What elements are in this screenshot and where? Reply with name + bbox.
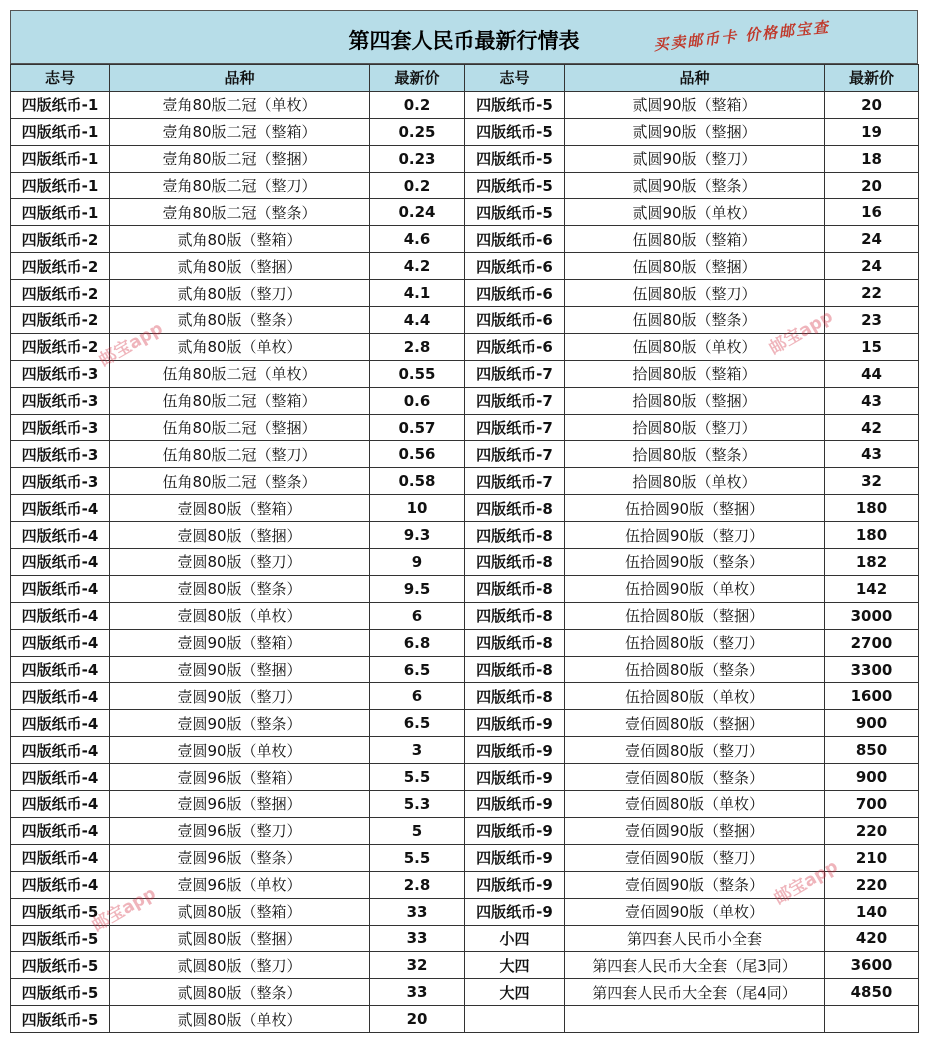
- table-row: [11, 952, 919, 979]
- cell-code: 四版纸币-4: [11, 549, 110, 576]
- cell-price: 900: [825, 764, 919, 791]
- cell-name: 壹圆80版（整条）: [110, 575, 370, 602]
- cell-code: 四版纸币-3: [11, 468, 110, 495]
- header-price: 最新价: [825, 65, 919, 92]
- cell-name: 第四套人民币小全套: [565, 925, 825, 952]
- table-row: [11, 683, 919, 710]
- cell-code: 四版纸币-9: [465, 710, 565, 737]
- slogan-stamp: 买卖邮币卡 价格邮宝查: [652, 17, 831, 55]
- table-row: [11, 441, 919, 468]
- cell-price: 9.3: [370, 522, 465, 549]
- cell-price: 4850: [825, 979, 919, 1006]
- cell-name: 壹圆96版（整条）: [110, 844, 370, 871]
- cell-code: 四版纸币-2: [11, 253, 110, 280]
- cell-price: 900: [825, 710, 919, 737]
- cell-name: 壹圆90版（整箱）: [110, 629, 370, 656]
- table-row: [11, 91, 919, 118]
- table-row: [11, 656, 919, 683]
- cell-name: 贰圆80版（整刀）: [110, 952, 370, 979]
- cell-price: 24: [825, 226, 919, 253]
- cell-name: 壹佰圆80版（整捆）: [565, 710, 825, 737]
- cell-price: 0.2: [370, 91, 465, 118]
- cell-name: 壹圆96版（整箱）: [110, 764, 370, 791]
- cell-code: 四版纸币-9: [465, 764, 565, 791]
- cell-name: 贰圆90版（整条）: [565, 172, 825, 199]
- cell-price: 24: [825, 253, 919, 280]
- cell-name: 壹圆90版（整条）: [110, 710, 370, 737]
- cell-name: 第四套人民币大全套（尾4同）: [565, 979, 825, 1006]
- cell-price: 1600: [825, 683, 919, 710]
- header-variety: 品种: [110, 65, 370, 92]
- page-title: 第四套人民币最新行情表: [348, 29, 580, 53]
- cell-name: 壹角80版二冠（整条）: [110, 199, 370, 226]
- cell-code: 四版纸币-9: [465, 817, 565, 844]
- cell-code: 四版纸币-1: [11, 145, 110, 172]
- cell-code: 四版纸币-6: [465, 280, 565, 307]
- cell-price: 3: [370, 737, 465, 764]
- cell-code: 四版纸币-4: [11, 710, 110, 737]
- cell-price: 32: [370, 952, 465, 979]
- cell-code: 四版纸币-1: [11, 172, 110, 199]
- cell-price: 4.4: [370, 307, 465, 334]
- table-row: [11, 549, 919, 576]
- cell-price: 0.24: [370, 199, 465, 226]
- cell-code: 大四: [465, 952, 565, 979]
- cell-code: 四版纸币-5: [11, 925, 110, 952]
- cell-price: 2.8: [370, 871, 465, 898]
- cell-price: 0.2: [370, 172, 465, 199]
- cell-price: 6.5: [370, 656, 465, 683]
- cell-name: 壹圆80版（整箱）: [110, 495, 370, 522]
- cell-name: 贰圆80版（整条）: [110, 979, 370, 1006]
- cell-code: 四版纸币-3: [11, 441, 110, 468]
- cell-code: 四版纸币-9: [465, 871, 565, 898]
- cell-price: 2.8: [370, 333, 465, 360]
- table-row: [11, 253, 919, 280]
- cell-name: 壹角80版二冠（单枚）: [110, 91, 370, 118]
- cell-name: 伍角80版二冠（整刀）: [110, 441, 370, 468]
- cell-price: 182: [825, 549, 919, 576]
- table-row: [11, 468, 919, 495]
- cell-name: 伍拾圆80版（单枚）: [565, 683, 825, 710]
- cell-name: 伍拾圆90版（整刀）: [565, 522, 825, 549]
- cell-code: 四版纸币-9: [465, 791, 565, 818]
- table-row: [11, 925, 919, 952]
- cell-code: 四版纸币-7: [465, 468, 565, 495]
- cell-code: 四版纸币-8: [465, 602, 565, 629]
- cell-code: 四版纸币-1: [11, 118, 110, 145]
- cell-price: 6: [370, 683, 465, 710]
- cell-name: 壹角80版二冠（整捆）: [110, 145, 370, 172]
- cell-name: 壹佰圆90版（整条）: [565, 871, 825, 898]
- cell-name: 伍圆80版（单枚）: [565, 333, 825, 360]
- cell-code: 四版纸币-9: [465, 898, 565, 925]
- cell-price: 43: [825, 441, 919, 468]
- cell-price: 18: [825, 145, 919, 172]
- cell-name: 壹角80版二冠（整箱）: [110, 118, 370, 145]
- cell-price: 4.2: [370, 253, 465, 280]
- watermark: 邮宝app: [88, 883, 160, 936]
- cell-name: 贰圆90版（整刀）: [565, 145, 825, 172]
- cell-code: 四版纸币-4: [11, 522, 110, 549]
- cell-price: 5.5: [370, 764, 465, 791]
- cell-price: 3600: [825, 952, 919, 979]
- cell-name: 拾圆80版（整箱）: [565, 360, 825, 387]
- table-row: [11, 979, 919, 1006]
- cell-price: 850: [825, 737, 919, 764]
- cell-price: 220: [825, 871, 919, 898]
- cell-price: 210: [825, 844, 919, 871]
- table-row: [11, 629, 919, 656]
- cell-name: 伍角80版二冠（单枚）: [110, 360, 370, 387]
- cell-name: 壹佰圆90版（单枚）: [565, 898, 825, 925]
- cell-name: 贰圆80版（整捆）: [110, 925, 370, 952]
- table-row: [11, 145, 919, 172]
- table-row: [11, 791, 919, 818]
- cell-price: 0.23: [370, 145, 465, 172]
- cell-code: 四版纸币-5: [465, 118, 565, 145]
- cell-name: 伍拾圆90版（整捆）: [565, 495, 825, 522]
- cell-code: 四版纸币-4: [11, 629, 110, 656]
- table-row: [11, 414, 919, 441]
- cell-name: 伍拾圆80版（整刀）: [565, 629, 825, 656]
- cell-price: 5: [370, 817, 465, 844]
- price-table: [10, 64, 919, 1033]
- cell-price: 23: [825, 307, 919, 334]
- table-row: [11, 333, 919, 360]
- cell-code: 四版纸币-2: [11, 280, 110, 307]
- cell-code: 四版纸币-3: [11, 360, 110, 387]
- cell-price: 16: [825, 199, 919, 226]
- cell-name: 壹圆80版（整刀）: [110, 549, 370, 576]
- cell-name: 伍拾圆90版（单枚）: [565, 575, 825, 602]
- cell-price: 420: [825, 925, 919, 952]
- cell-name: 壹圆80版（整捆）: [110, 522, 370, 549]
- cell-name: 贰圆80版（整箱）: [110, 898, 370, 925]
- cell-price: 4.6: [370, 226, 465, 253]
- cell-code: 四版纸币-7: [465, 414, 565, 441]
- cell-price: 220: [825, 817, 919, 844]
- cell-price: 0.55: [370, 360, 465, 387]
- cell-code: 四版纸币-9: [465, 737, 565, 764]
- table-row: [11, 817, 919, 844]
- cell-name: 贰圆80版（单枚）: [110, 1006, 370, 1033]
- cell-price: 15: [825, 333, 919, 360]
- table-row: [11, 360, 919, 387]
- cell-price: 0.56: [370, 441, 465, 468]
- cell-name: 壹圆96版（整刀）: [110, 817, 370, 844]
- cell-code: 四版纸币-5: [11, 1006, 110, 1033]
- cell-price: 0.58: [370, 468, 465, 495]
- cell-code: [465, 1006, 565, 1033]
- cell-name: 壹圆96版（单枚）: [110, 871, 370, 898]
- cell-code: 四版纸币-5: [465, 172, 565, 199]
- cell-price: 44: [825, 360, 919, 387]
- cell-code: 四版纸币-8: [465, 656, 565, 683]
- cell-code: 四版纸币-7: [465, 360, 565, 387]
- cell-name: 壹佰圆90版（整捆）: [565, 817, 825, 844]
- cell-code: 四版纸币-5: [465, 145, 565, 172]
- cell-price: 20: [825, 172, 919, 199]
- cell-code: 四版纸币-5: [465, 199, 565, 226]
- cell-name: 拾圆80版（整条）: [565, 441, 825, 468]
- cell-price: [825, 1006, 919, 1033]
- cell-price: 142: [825, 575, 919, 602]
- cell-price: 3000: [825, 602, 919, 629]
- table-row: [11, 710, 919, 737]
- cell-code: 四版纸币-4: [11, 683, 110, 710]
- cell-price: 180: [825, 522, 919, 549]
- table-row: [11, 602, 919, 629]
- cell-name: 贰角80版（整箱）: [110, 226, 370, 253]
- cell-code: 四版纸币-4: [11, 656, 110, 683]
- cell-code: 四版纸币-6: [465, 333, 565, 360]
- cell-name: 壹圆90版（整捆）: [110, 656, 370, 683]
- cell-name: 壹圆90版（单枚）: [110, 737, 370, 764]
- table-row: [11, 737, 919, 764]
- cell-code: 四版纸币-2: [11, 307, 110, 334]
- cell-code: 四版纸币-5: [11, 979, 110, 1006]
- cell-code: 四版纸币-2: [11, 333, 110, 360]
- cell-name: 伍圆80版（整捆）: [565, 253, 825, 280]
- cell-name: 拾圆80版（整捆）: [565, 387, 825, 414]
- table-row: [11, 307, 919, 334]
- cell-price: 19: [825, 118, 919, 145]
- price-sheet: [10, 10, 918, 1033]
- cell-code: 四版纸币-6: [465, 253, 565, 280]
- cell-code: 四版纸币-1: [11, 199, 110, 226]
- cell-price: 3300: [825, 656, 919, 683]
- cell-name: 贰角80版（单枚）: [110, 333, 370, 360]
- watermark: 邮宝app: [770, 856, 842, 909]
- cell-code: 四版纸币-8: [465, 629, 565, 656]
- cell-code: 四版纸币-4: [11, 495, 110, 522]
- cell-name: 伍圆80版（整箱）: [565, 226, 825, 253]
- table-row: [11, 199, 919, 226]
- cell-price: 5.5: [370, 844, 465, 871]
- cell-price: 33: [370, 979, 465, 1006]
- cell-name: 壹佰圆80版（整条）: [565, 764, 825, 791]
- table-header-row: [11, 65, 919, 92]
- table-row: [11, 898, 919, 925]
- cell-price: 20: [825, 91, 919, 118]
- cell-code: 四版纸币-8: [465, 683, 565, 710]
- cell-code: 四版纸币-3: [11, 414, 110, 441]
- table-row: [11, 844, 919, 871]
- watermark: 邮宝app: [765, 306, 837, 359]
- cell-code: 四版纸币-9: [465, 844, 565, 871]
- cell-price: 0.57: [370, 414, 465, 441]
- table-row: [11, 280, 919, 307]
- cell-code: 四版纸币-4: [11, 575, 110, 602]
- cell-name: 贰圆90版（整捆）: [565, 118, 825, 145]
- cell-code: 四版纸币-4: [11, 871, 110, 898]
- cell-price: 33: [370, 925, 465, 952]
- cell-code: 四版纸币-4: [11, 791, 110, 818]
- table-row: [11, 575, 919, 602]
- cell-code: 四版纸币-5: [11, 898, 110, 925]
- cell-price: 20: [370, 1006, 465, 1033]
- cell-price: 0.6: [370, 387, 465, 414]
- cell-price: 32: [825, 468, 919, 495]
- cell-name: 贰圆90版（单枚）: [565, 199, 825, 226]
- cell-code: 四版纸币-4: [11, 737, 110, 764]
- table-row: [11, 522, 919, 549]
- cell-price: 6: [370, 602, 465, 629]
- cell-code: 四版纸币-7: [465, 387, 565, 414]
- table-row: [11, 118, 919, 145]
- cell-price: 5.3: [370, 791, 465, 818]
- cell-price: 42: [825, 414, 919, 441]
- cell-code: 四版纸币-1: [11, 91, 110, 118]
- header-price: 最新价: [370, 65, 465, 92]
- cell-name: 伍圆80版（整刀）: [565, 280, 825, 307]
- header-code: 志号: [11, 65, 110, 92]
- cell-name: 壹圆80版（单枚）: [110, 602, 370, 629]
- cell-code: 四版纸币-8: [465, 522, 565, 549]
- table-row: [11, 495, 919, 522]
- cell-code: 四版纸币-4: [11, 764, 110, 791]
- table-row: [11, 871, 919, 898]
- cell-name: 贰角80版（整捆）: [110, 253, 370, 280]
- cell-name: 壹圆96版（整捆）: [110, 791, 370, 818]
- cell-code: 四版纸币-6: [465, 226, 565, 253]
- cell-price: 22: [825, 280, 919, 307]
- cell-code: 四版纸币-4: [11, 844, 110, 871]
- cell-name: 拾圆80版（整刀）: [565, 414, 825, 441]
- table-row: [11, 1006, 919, 1033]
- header-variety: 品种: [565, 65, 825, 92]
- cell-price: 180: [825, 495, 919, 522]
- cell-code: 四版纸币-8: [465, 549, 565, 576]
- cell-price: 33: [370, 898, 465, 925]
- watermark: 邮宝app: [95, 318, 167, 371]
- cell-price: 2700: [825, 629, 919, 656]
- cell-price: 10: [370, 495, 465, 522]
- cell-name: 壹角80版二冠（整刀）: [110, 172, 370, 199]
- cell-name: 伍圆80版（整条）: [565, 307, 825, 334]
- cell-code: 四版纸币-7: [465, 441, 565, 468]
- cell-code: 四版纸币-8: [465, 575, 565, 602]
- table-row: [11, 172, 919, 199]
- cell-name: 壹佰圆80版（单枚）: [565, 791, 825, 818]
- cell-name: 壹圆90版（整刀）: [110, 683, 370, 710]
- cell-code: 四版纸币-5: [465, 91, 565, 118]
- cell-name: [565, 1006, 825, 1033]
- cell-price: 9: [370, 549, 465, 576]
- cell-name: 伍拾圆90版（整条）: [565, 549, 825, 576]
- cell-name: 第四套人民币大全套（尾3同）: [565, 952, 825, 979]
- cell-name: 贰角80版（整条）: [110, 307, 370, 334]
- cell-name: 伍角80版二冠（整箱）: [110, 387, 370, 414]
- cell-name: 伍拾圆80版（整条）: [565, 656, 825, 683]
- cell-name: 拾圆80版（单枚）: [565, 468, 825, 495]
- table-row: [11, 764, 919, 791]
- cell-name: 贰角80版（整刀）: [110, 280, 370, 307]
- cell-price: 6.5: [370, 710, 465, 737]
- cell-name: 伍拾圆80版（整捆）: [565, 602, 825, 629]
- title-bar: [10, 10, 918, 64]
- cell-code: 四版纸币-6: [465, 307, 565, 334]
- cell-code: 四版纸币-4: [11, 602, 110, 629]
- header-code: 志号: [465, 65, 565, 92]
- cell-price: 4.1: [370, 280, 465, 307]
- table-row: [11, 387, 919, 414]
- cell-code: 大四: [465, 979, 565, 1006]
- cell-price: 0.25: [370, 118, 465, 145]
- table-body: [11, 91, 919, 1032]
- cell-code: 四版纸币-3: [11, 387, 110, 414]
- cell-code: 四版纸币-8: [465, 495, 565, 522]
- cell-code: 四版纸币-5: [11, 952, 110, 979]
- cell-name: 伍角80版二冠（整条）: [110, 468, 370, 495]
- cell-price: 700: [825, 791, 919, 818]
- cell-name: 伍角80版二冠（整捆）: [110, 414, 370, 441]
- cell-code: 四版纸币-4: [11, 817, 110, 844]
- cell-name: 壹佰圆80版（整刀）: [565, 737, 825, 764]
- cell-price: 43: [825, 387, 919, 414]
- cell-name: 贰圆90版（整箱）: [565, 91, 825, 118]
- table-row: [11, 226, 919, 253]
- cell-price: 140: [825, 898, 919, 925]
- cell-name: 壹佰圆90版（整刀）: [565, 844, 825, 871]
- cell-code: 四版纸币-2: [11, 226, 110, 253]
- cell-code: 小四: [465, 925, 565, 952]
- cell-price: 6.8: [370, 629, 465, 656]
- cell-price: 9.5: [370, 575, 465, 602]
